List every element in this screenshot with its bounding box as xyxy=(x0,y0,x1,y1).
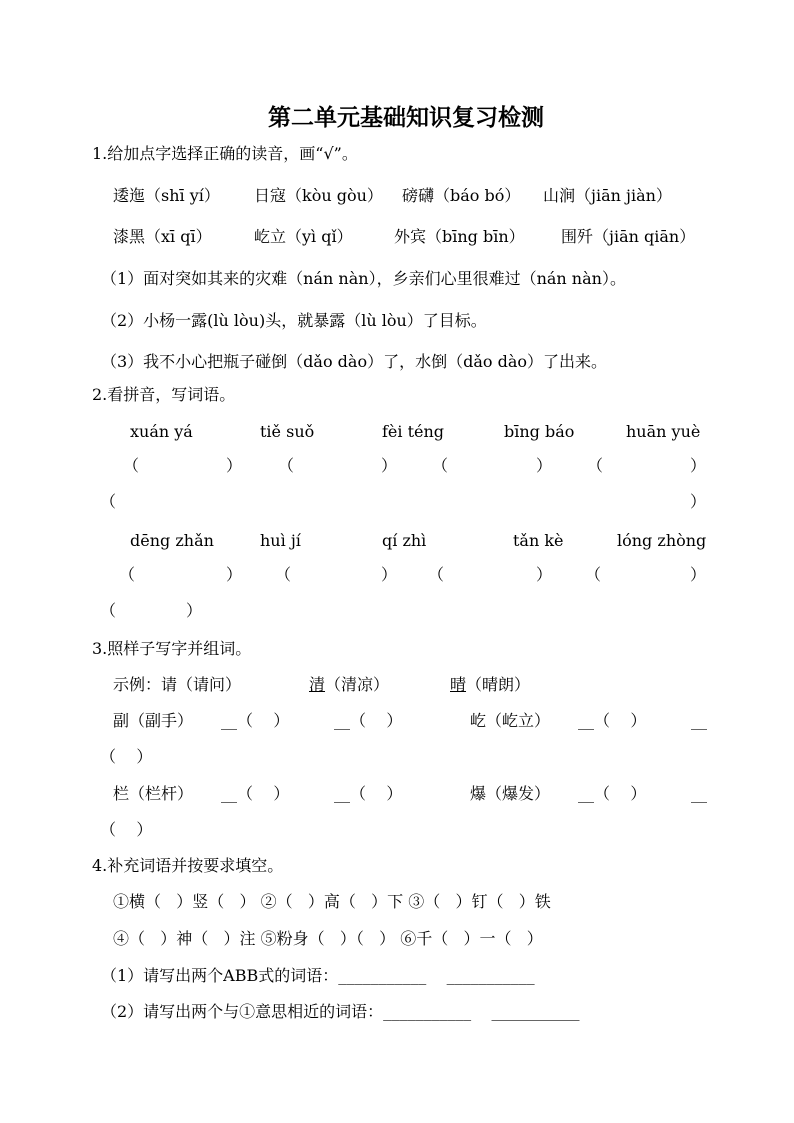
q1-word: 磅礴（báo bó） xyxy=(402,186,521,205)
answer-paren-close: ） xyxy=(226,456,243,475)
q3-blank: __（ ） xyxy=(334,711,403,730)
q1-word: 日寇（kòu gòu） xyxy=(254,186,383,205)
q3-item: 副（副手） xyxy=(113,711,194,730)
answer-paren-open: （ xyxy=(100,492,117,511)
q3-example: 示例：请（请问） xyxy=(113,675,242,694)
q3-blank: （ ） xyxy=(100,820,153,839)
q3-example-word: （清凉） xyxy=(325,675,390,694)
q2-pinyin: huì jí xyxy=(260,531,301,550)
answer-paren-open: （ xyxy=(123,456,140,475)
answer-paren-close: ） xyxy=(690,565,707,584)
q3-item: 屹（屹立） xyxy=(470,711,551,730)
q2-pinyin: xuán yá xyxy=(130,422,193,441)
q4-requirement: （2）请写出两个与①意思相近的词语：___________ ___________ xyxy=(101,1002,580,1021)
q4-line: ④（ ）神（ ）注 ⑤粉身（ ）（ ） ⑥千（ ）一（ ） xyxy=(113,929,543,948)
page-title: 第二单元基础知识复习检测 xyxy=(268,104,544,131)
q1-heading: 1.给加点字选择正确的读音，画“√”。 xyxy=(92,144,358,163)
answer-paren-open: （ xyxy=(585,565,602,584)
q3-item: 栏（栏杆） xyxy=(113,784,194,803)
q1-sentence: （3）我不小心把瓶子碰倒（dǎo dào）了，水倒（dǎo dào）了出来。 xyxy=(101,352,608,371)
q2-pinyin: qí zhì xyxy=(382,531,427,550)
answer-paren-close: ） xyxy=(186,601,203,620)
q2-pinyin: tiě suǒ xyxy=(260,422,315,441)
q2-pinyin: lóng zhòng xyxy=(617,531,707,550)
answer-paren-close: ） xyxy=(226,565,243,584)
q4-heading: 4.补充词语并按要求填空。 xyxy=(92,856,284,875)
q1-word: 山涧（jiān jiàn） xyxy=(543,186,672,205)
answer-paren-close: ） xyxy=(690,456,707,475)
q2-pinyin: fèi téng xyxy=(382,422,445,441)
q1-word: 屹立（yì qǐ） xyxy=(254,227,353,246)
q1-word: 逶迤（shī yí） xyxy=(113,186,220,205)
q1-word: 围歼（jiān qiān） xyxy=(561,227,696,246)
q3-blank: __（ ） xyxy=(578,711,647,730)
q4-line: ①横（ ）竖（ ） ②（ ）高（ ）下 ③（ ）钉（ ）铁 xyxy=(113,892,551,911)
answer-paren-open: （ xyxy=(587,456,604,475)
q2-pinyin: dēng zhǎn xyxy=(130,531,214,550)
q2-heading: 2.看拼音，写词语。 xyxy=(92,385,236,404)
q3-example-word: （晴朗） xyxy=(466,675,531,694)
q3-blank: （ ） xyxy=(100,747,153,766)
q2-pinyin: huān yuè xyxy=(626,422,701,441)
q3-blank: __ xyxy=(691,784,707,803)
q3-item: 爆（爆发） xyxy=(470,784,551,803)
q2-pinyin: tǎn kè xyxy=(513,531,564,550)
q3-heading: 3.照样子写字并组词。 xyxy=(92,639,252,658)
q3-example-char: 晴 xyxy=(450,675,467,694)
q3-blank: __（ ） xyxy=(334,784,403,803)
answer-paren-open: （ xyxy=(278,456,295,475)
answer-paren-close: ） xyxy=(536,456,553,475)
q3-blank: __ xyxy=(691,711,707,730)
answer-paren-close: ） xyxy=(690,492,707,511)
answer-paren-open: （ xyxy=(432,456,449,475)
q4-requirement: （1）请写出两个ABB式的词语：___________ ___________ xyxy=(101,966,535,985)
answer-paren-open: （ xyxy=(275,565,292,584)
q3-blank: __（ ） xyxy=(221,711,290,730)
q1-word: 漆黑（xī qī） xyxy=(113,227,212,246)
answer-paren-close: ） xyxy=(536,565,553,584)
answer-paren-close: ） xyxy=(381,565,398,584)
answer-paren-open: （ xyxy=(119,565,136,584)
answer-paren-close: ） xyxy=(381,456,398,475)
q3-blank: __（ ） xyxy=(578,784,647,803)
q2-pinyin: bīng báo xyxy=(504,422,575,441)
q1-sentence: （2）小杨一露(lù lòu)头，就暴露（lù lòu）了目标。 xyxy=(101,311,487,330)
q3-example-char: 清 xyxy=(309,675,326,694)
answer-paren-open: （ xyxy=(100,601,117,620)
q1-word: 外宾（bīng bīn） xyxy=(394,227,525,246)
q1-sentence: （1）面对突如其来的灾难（nán nàn），乡亲们心里很难过（nán nàn）。 xyxy=(101,269,626,288)
q3-blank: __（ ） xyxy=(221,784,290,803)
answer-paren-open: （ xyxy=(428,565,445,584)
